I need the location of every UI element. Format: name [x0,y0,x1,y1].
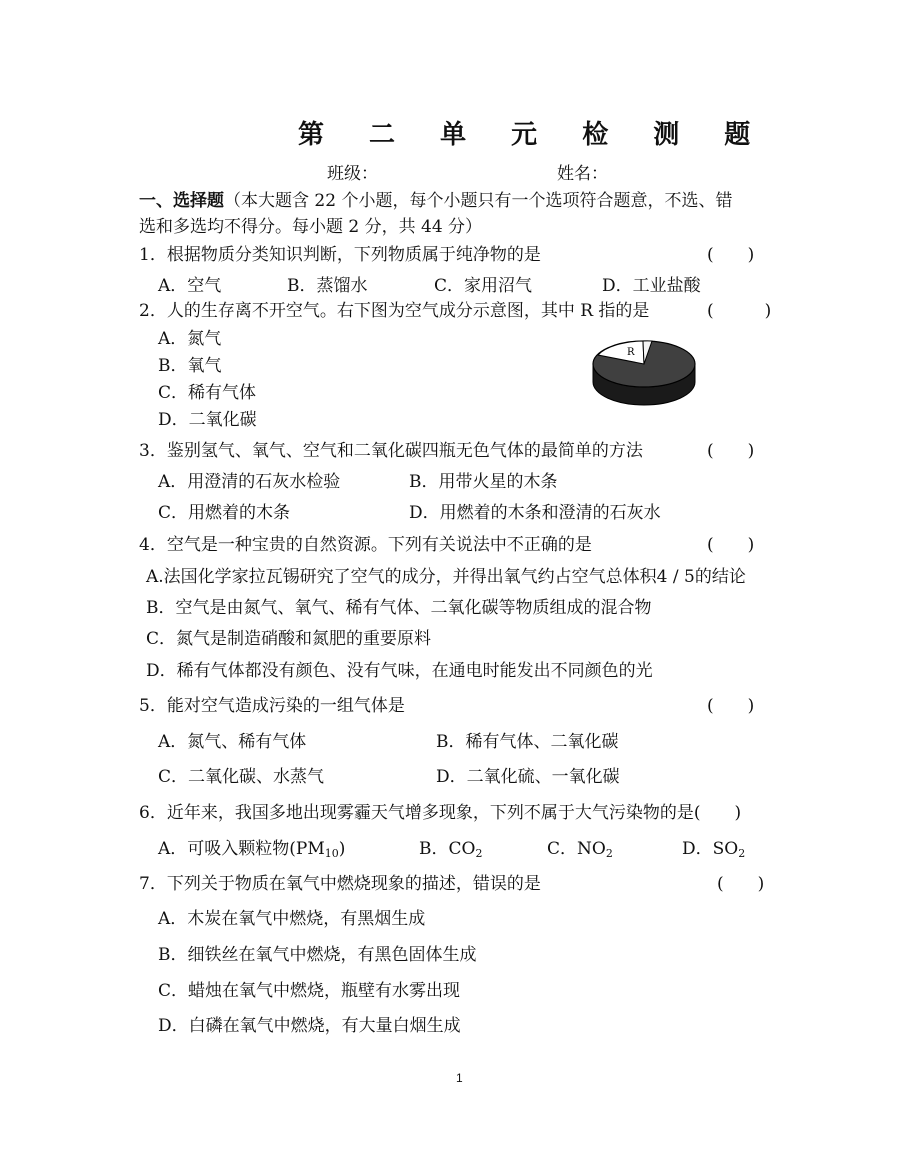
pie-label-r: R [627,347,635,358]
section-heading-line [139,190,732,212]
name-label: 姓名： [557,164,608,184]
q6-option-c-text: C．NO [547,839,606,859]
q6-option-d [682,838,745,860]
q6-option-c-subscript: 2 [605,847,613,860]
q1-paren: ( ) [707,245,755,265]
q7-option-c: C．蜡烛在氧气中燃烧，瓶壁有水雾出现 [158,981,461,1001]
q1-option-d: D．工业盐酸 [602,276,701,296]
q6-option-d-subscript: 2 [738,847,746,860]
q7-option-a: A．木炭在氧气中燃烧，有黑烟生成 [158,909,426,929]
class-label: 班级： [327,164,378,184]
q2-option-a: A．氮气 [158,329,222,349]
q6-option-b [419,838,482,860]
q5-paren: ( ) [707,696,755,716]
q3-option-b: B．用带火星的木条 [409,472,558,492]
q6-option-b-text: B．CO [419,839,476,859]
q3-paren: ( ) [707,441,755,461]
q3-option-c: C．用燃着的木条 [158,503,291,523]
q5-stem: 5．能对空气造成污染的一组气体是 [139,696,405,716]
q6-option-b-subscript: 2 [475,847,483,860]
q2-option-b: B．氧气 [158,356,222,376]
q7-option-b: B．细铁丝在氧气中燃烧，有黑色固体生成 [158,945,477,965]
q6-option-a-subscript: 10 [324,847,339,860]
q5-option-a: A．氮气、稀有气体 [158,732,307,752]
section-heading: 一、选择题 [139,191,224,211]
q2-option-c: C．稀有气体 [158,383,257,403]
q1-option-b: B．蒸馏水 [287,276,368,296]
q7-paren: ( ) [717,874,765,894]
q3-stem: 3．鉴别氢气、氧气、空气和二氧化碳四瓶无色气体的最简单的方法 [139,441,643,461]
q6-option-c [547,838,613,860]
section-note-2: 选和多选均不得分。每小题 2 分，共 44 分） [139,217,483,237]
page-title: 第 二 单 元 检 测 题 [298,120,769,150]
q6-option-a-close: ) [338,839,346,859]
q4-paren: ( ) [707,535,755,555]
q6-option-d-text: D．SO [682,839,739,859]
q4-option-a: A.法国化学家拉瓦锡研究了空气的成分，并得出氧气约占空气总体积4 / 5的结论 [146,567,746,587]
q5-option-b: B．稀有气体、二氧化碳 [436,732,619,752]
q3-option-a: A．用澄清的石灰水检验 [158,472,341,492]
page-number: 1 [456,1071,463,1085]
q1-stem: 1．根据物质分类知识判断，下列物质属于纯净物的是 [139,245,541,265]
q4-stem: 4．空气是一种宝贵的自然资源。下列有关说法中不正确的是 [139,535,592,555]
q4-option-d: D．稀有气体都没有颜色、没有气味，在通电时能发出不同颜色的光 [146,661,653,681]
q2-option-d: D．二氧化碳 [158,410,257,430]
q5-option-c: C．二氧化碳、水蒸气 [158,767,325,787]
q3-option-d: D．用燃着的木条和澄清的石灰水 [409,503,661,523]
q1-option-c: C．家用沼气 [434,276,533,296]
q4-option-b: B．空气是由氮气、氧气、稀有气体、二氧化碳等物质组成的混合物 [146,598,652,618]
q7-stem: 7．下列关于物质在氧气中燃烧现象的描述，错误的是 [139,874,541,894]
q5-option-d: D．二氧化硫、一氧化碳 [436,767,620,787]
air-composition-pie-diagram [590,336,700,408]
q6-option-a-text: A．可吸入颗粒物(PM [158,839,325,859]
q2-stem: 2．人的生存离不开空气。右下图为空气成分示意图，其中 R 指的是 [139,301,650,321]
q7-option-d: D．白磷在氧气中燃烧，有大量白烟生成 [158,1016,461,1036]
q2-paren: ( ) [707,301,772,321]
section-note-1: （本大题含 22 个小题，每个小题只有一个选项符合题意，不选、错 [224,191,733,211]
q4-option-c: C．氮气是制造硝酸和氮肥的重要原料 [146,629,432,649]
q6-stem: 6．近年来，我国多地出现雾霾天气增多现象，下列不属于大气污染物的是( ) [139,803,742,823]
q6-option-a [158,838,345,860]
q1-option-a: A．空气 [158,276,222,296]
